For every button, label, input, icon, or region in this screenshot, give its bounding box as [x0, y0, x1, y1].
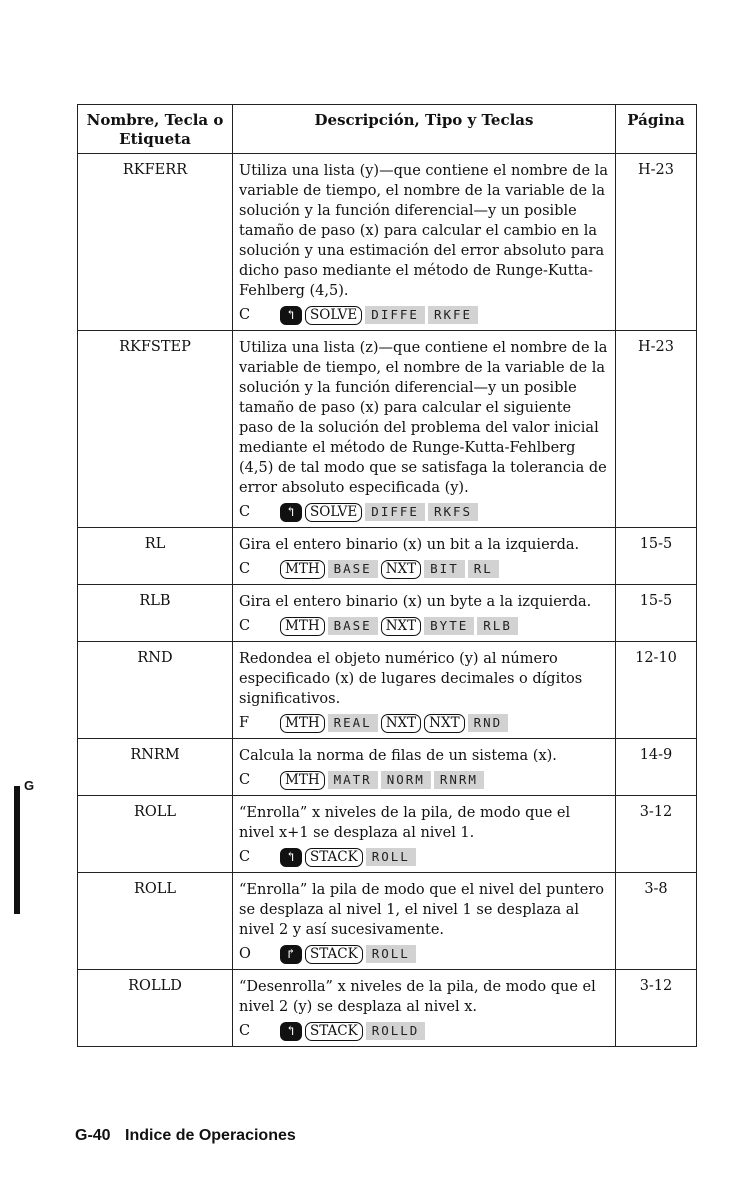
menu-key: REAL [328, 714, 378, 732]
table-header-row [78, 105, 697, 154]
right-shift-arrow-icon: ↱ [280, 945, 302, 964]
key-button: MTH [280, 617, 325, 636]
key-button: MTH [280, 560, 325, 579]
operations-table [77, 104, 697, 1047]
key-button: MTH [280, 714, 325, 733]
left-shift-arrow-icon: ↰ [280, 848, 302, 867]
key-sequence [239, 943, 609, 965]
op-name: RL [78, 528, 233, 585]
key-sequence [239, 501, 609, 523]
menu-key: BIT [424, 560, 465, 578]
menu-key: RKFE [428, 306, 478, 324]
op-page: 15-5 [616, 585, 697, 642]
menu-key: ROLL [366, 945, 416, 963]
op-name: RKFSTEP [78, 331, 233, 528]
op-type: C [239, 561, 251, 577]
op-type: C [239, 307, 251, 323]
key-button: MTH [280, 771, 325, 790]
op-type: O [239, 946, 251, 962]
op-type: C [239, 618, 251, 634]
key-sequence [239, 712, 609, 734]
op-type: C [239, 1023, 251, 1039]
col-page-header: Página [616, 105, 697, 154]
key-sequence [239, 1020, 609, 1042]
op-page: 3-12 [616, 970, 697, 1047]
op-description-cell [233, 970, 616, 1047]
op-description: Utiliza una lista (y)—que contiene el nombre de la variable de tiempo, el nombre de la variable de la solución y la función diferencial—y un posible tamaño de paso (x) para calcular el cambio en la solución y una estimación del error absoluto para dicho paso mediante el método de Runge-Kutta-Fehlberg (4,5). [239, 163, 608, 299]
op-type: F [239, 715, 250, 731]
section-side-marker [14, 786, 20, 914]
op-page: 15-5 [616, 528, 697, 585]
menu-key: RLB [477, 617, 518, 635]
op-name: RND [78, 642, 233, 739]
op-page: 3-12 [616, 796, 697, 873]
menu-key: ROLL [366, 848, 416, 866]
col-name-header: Nombre, Tecla o Etiqueta [78, 105, 233, 154]
op-description-cell [233, 873, 616, 970]
table-row [78, 873, 697, 970]
op-description: Redondea el objeto numérico (y) al número especificado (x) de lugares decimales o dígitos significativos. [239, 651, 583, 707]
key-button: SOLVE [305, 306, 362, 325]
key-sequence [239, 769, 609, 791]
key-button: SOLVE [305, 503, 362, 522]
table-row [78, 970, 697, 1047]
page-number: G-40 [75, 1127, 111, 1144]
op-page: H-23 [616, 154, 697, 331]
left-shift-arrow-icon: ↰ [280, 1022, 302, 1041]
key-button: STACK [305, 848, 363, 867]
op-description-cell [233, 331, 616, 528]
op-description: “Enrolla” la pila de modo que el nivel del puntero se desplaza al nivel 1, el nivel 1 se desplaza al nivel 2 y así sucesivamente. [239, 882, 604, 938]
op-name: RNRM [78, 739, 233, 796]
op-description: Gira el entero binario (x) un bit a la izquierda. [239, 537, 580, 553]
menu-key: BASE [328, 617, 378, 635]
footer-title: Indice de Operaciones [125, 1127, 296, 1144]
col-desc-header: Descripción, Tipo y Teclas [233, 105, 616, 154]
op-description-cell [233, 642, 616, 739]
key-button: NXT [424, 714, 464, 733]
op-name: RKFERR [78, 154, 233, 331]
key-button: NXT [381, 714, 421, 733]
key-button: NXT [381, 560, 421, 579]
op-description: Calcula la norma de filas de un sistema (x). [239, 748, 557, 764]
left-shift-arrow-icon: ↰ [280, 306, 302, 325]
op-description: Gira el entero binario (x) un byte a la izquierda. [239, 594, 592, 610]
menu-key: DIFFE [365, 306, 425, 324]
key-button: NXT [381, 617, 421, 636]
table-row [78, 528, 697, 585]
table-row [78, 154, 697, 331]
op-page: H-23 [616, 331, 697, 528]
menu-key: BASE [328, 560, 378, 578]
menu-key: BYTE [424, 617, 474, 635]
op-description-cell [233, 528, 616, 585]
key-sequence [239, 615, 609, 637]
table-row [78, 796, 697, 873]
table-row [78, 331, 697, 528]
menu-key: RKFS [428, 503, 478, 521]
op-page: 3-8 [616, 873, 697, 970]
section-letter: G [24, 778, 35, 793]
menu-key: RNRM [434, 771, 484, 789]
menu-key: ROLLD [366, 1022, 426, 1040]
table-row [78, 642, 697, 739]
op-page: 14-9 [616, 739, 697, 796]
op-description-cell [233, 585, 616, 642]
key-button: STACK [305, 945, 363, 964]
menu-key: NORM [381, 771, 431, 789]
op-name: ROLL [78, 796, 233, 873]
key-sequence [239, 558, 609, 580]
key-sequence [239, 846, 609, 868]
menu-key: DIFFE [365, 503, 425, 521]
op-description-cell [233, 739, 616, 796]
op-name: ROLLD [78, 970, 233, 1047]
menu-key: RND [468, 714, 509, 732]
op-description: Utiliza una lista (z)—que contiene el nombre de la variable de tiempo, el nombre de la variable de la solución y la función diferencial—y un posible tamaño de paso (x) para calcular el siguiente paso de la solución del problema del valor inicial mediante el método de Runge-Kutta-Fehlberg (4,5) de tal modo que se satisfaga la tolerancia de error absoluto especificada (y). [239, 340, 608, 496]
op-name: ROLL [78, 873, 233, 970]
key-sequence [239, 304, 609, 326]
op-description-cell [233, 796, 616, 873]
op-type: C [239, 772, 251, 788]
table-row [78, 739, 697, 796]
menu-key: MATR [328, 771, 378, 789]
op-page: 12-10 [616, 642, 697, 739]
op-name: RLB [78, 585, 233, 642]
left-shift-arrow-icon: ↰ [280, 503, 302, 522]
key-button: STACK [305, 1022, 363, 1041]
menu-key: RL [468, 560, 499, 578]
op-type: C [239, 849, 251, 865]
op-type: C [239, 504, 251, 520]
table-row [78, 585, 697, 642]
op-description: “Desenrolla” x niveles de la pila, de modo que el nivel 2 (y) se desplaza al nivel x. [239, 979, 596, 1015]
page-footer [75, 1127, 296, 1145]
op-description-cell [233, 154, 616, 331]
op-description: “Enrolla” x niveles de la pila, de modo que el nivel x+1 se desplaza al nivel 1. [239, 805, 571, 841]
